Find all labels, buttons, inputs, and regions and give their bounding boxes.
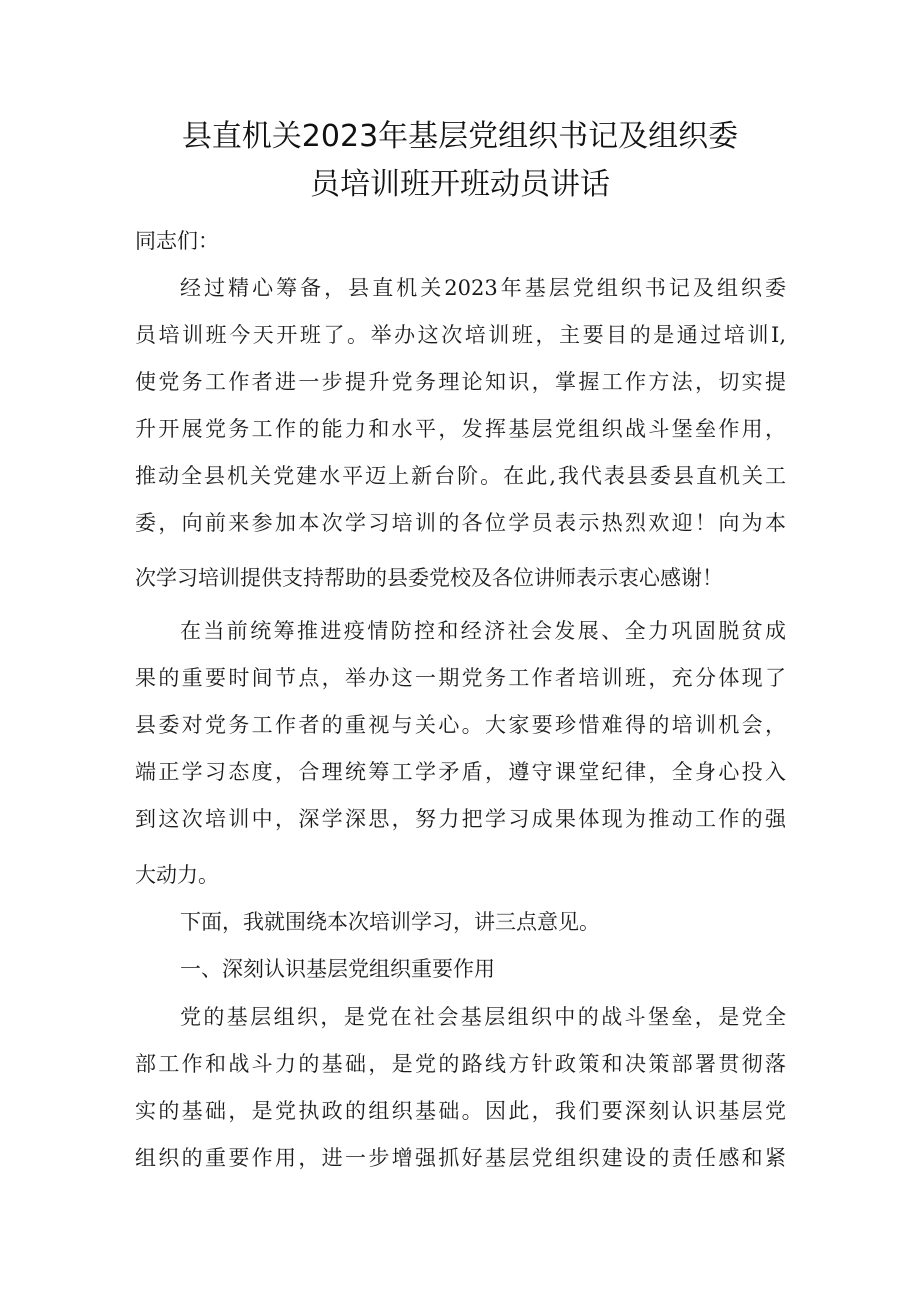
- document-title-line-1: 县直机关2023年基层党组织书记及组织委: [181, 119, 739, 154]
- paragraph-line: 推动全县机关党建水平迈上新台阶。在此,我代表县委县直机关工: [135, 464, 786, 488]
- paragraph-line: 到这次培训中，深学深思，努力把学习成果体现为推动工作的强: [135, 807, 786, 831]
- paragraph-line: 经过精心筹备，县直机关2023年基层党组织书记及组织委: [180, 276, 786, 300]
- paragraph-line: 下面，我就围绕本次培训学习，讲三点意见。: [180, 910, 600, 934]
- paragraph-line: 员培训班今天开班了。举办这次培训班，主要目的是通过培训I,: [135, 323, 786, 347]
- paragraph-line: 组织的重要作用，进一步增强抓好基层党组织建设的责任感和紧: [135, 1146, 786, 1170]
- paragraph-line: 次学习培训提供支持帮助的县委党校及各位讲师表示衷心感谢！: [135, 566, 723, 590]
- paragraph-line: 在当前统筹推进疫情防控和经济社会发展、全力巩固脱贫成: [180, 619, 786, 643]
- paragraph-line: 部工作和战斗力的基础，是党的路线方针政策和决策部署贯彻落: [135, 1052, 786, 1076]
- paragraph-line: 党的基层组织，是党在社会基层组织中的战斗堡垒，是党全: [180, 1005, 786, 1029]
- paragraph-line: 升开展党务工作的能力和水平，发挥基层党组织战斗堡垒作用，: [135, 417, 786, 441]
- document-title-line-2: 员培训班开班动员讲话: [310, 167, 610, 202]
- paragraph-line: 使党务工作者进一步提升党务理论知识，掌握工作方法，切实提: [135, 370, 786, 394]
- paragraph-line: 果的重要时间节点，举办这一期党务工作者培训班，充分体现了: [135, 666, 786, 690]
- paragraph-line: 大动力。: [135, 863, 219, 887]
- section-heading: 一、深刻认识基层党组织重要作用: [180, 957, 495, 981]
- paragraph-line: 县委对党务工作者的重视与关心。大家要珍惜难得的培训机会，: [135, 713, 786, 737]
- paragraph-line: 端正学习态度，合理统筹工学矛盾，遵守课堂纪律，全身心投入: [135, 760, 786, 784]
- salutation: 同志们：: [135, 229, 219, 253]
- paragraph-line: 实的基础，是党执政的组织基础。因此，我们要深刻认识基层党: [135, 1099, 786, 1123]
- paragraph-line: 委，向前来参加本次学习培训的各位学员表示热烈欢迎！向为本: [135, 511, 786, 535]
